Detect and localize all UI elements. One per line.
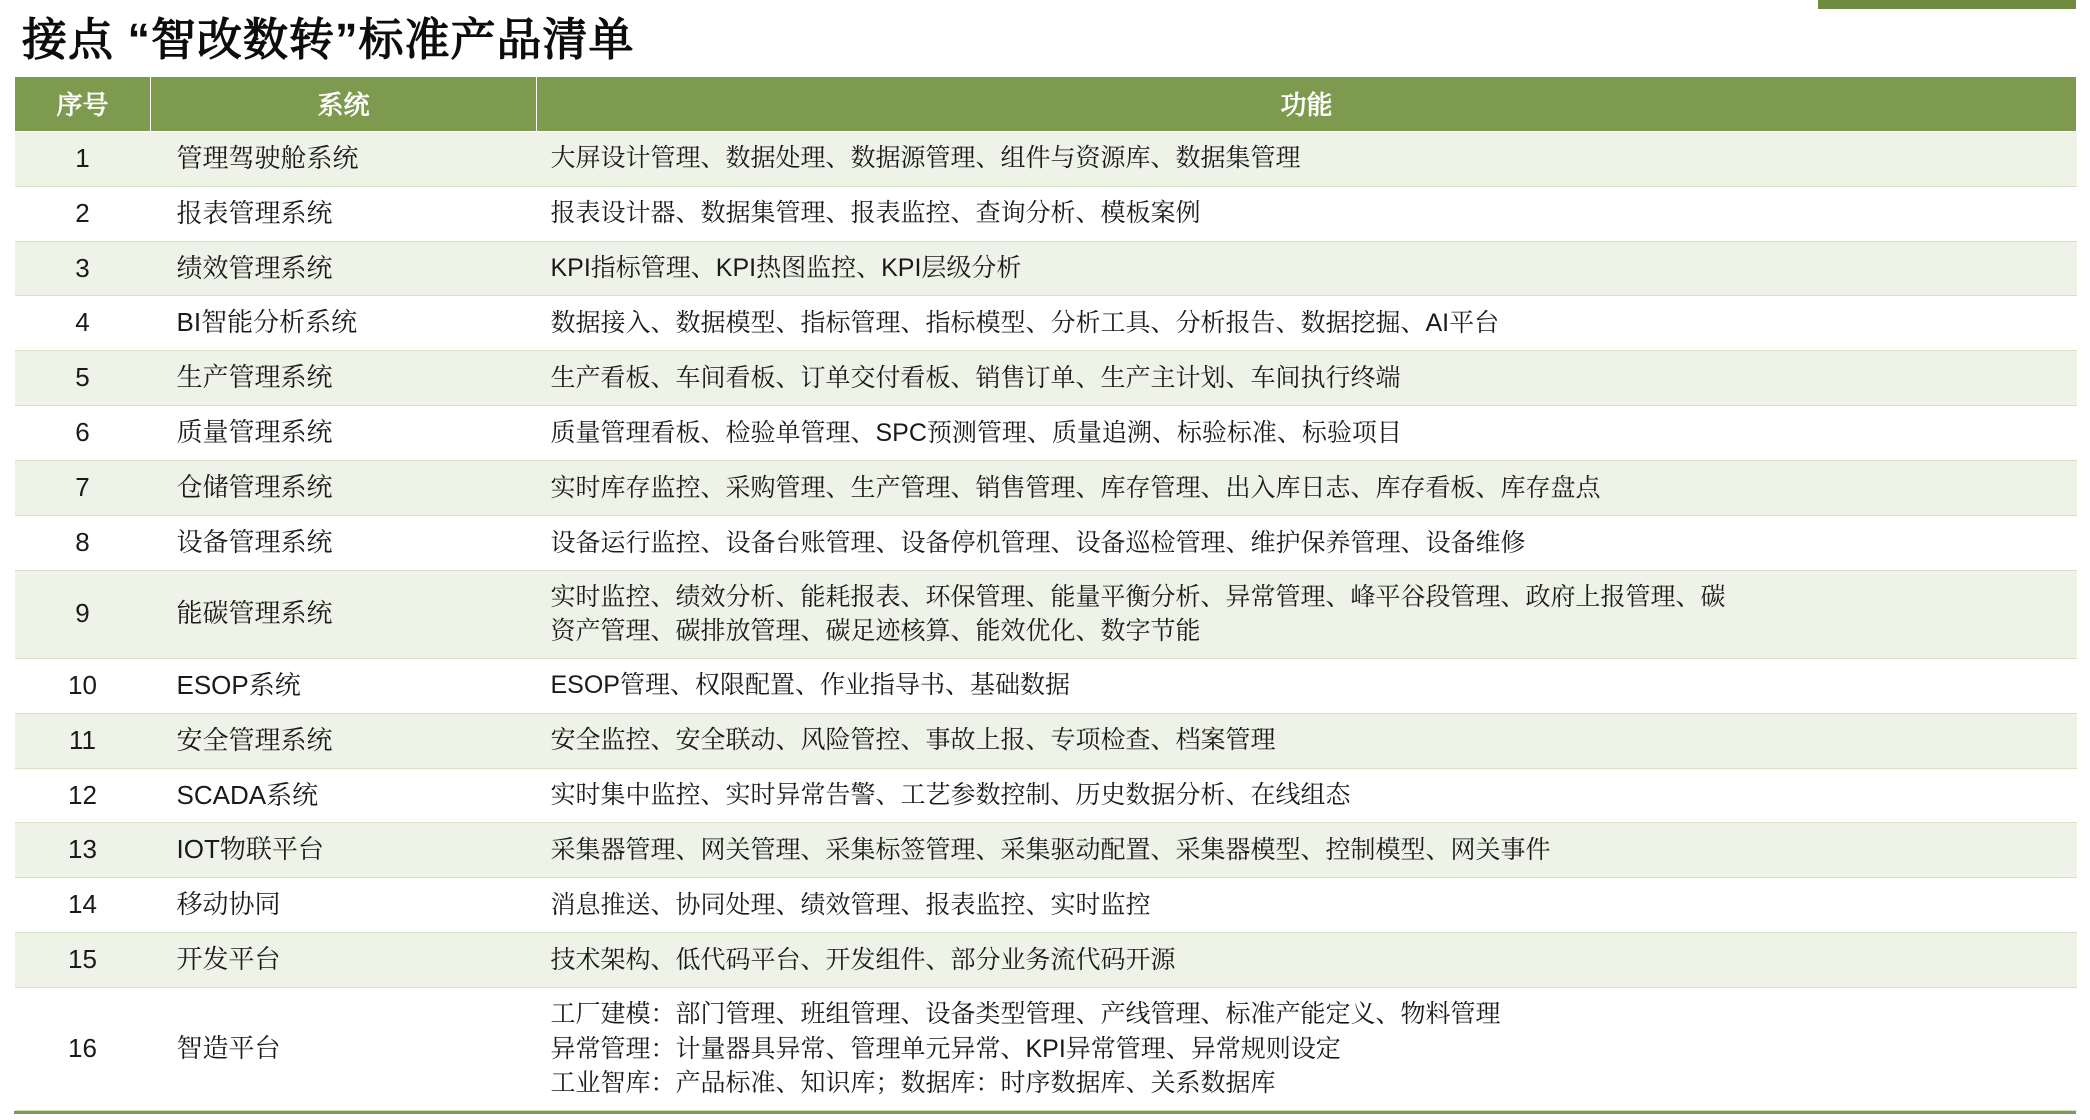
bottom-rule <box>14 1111 2076 1114</box>
row-function-line: 工厂建模：部门管理、班组管理、设备类型管理、产线管理、标准产能定义、物料管理 <box>550 1000 1501 1028</box>
top-accent-bar <box>1818 0 2076 9</box>
row-number: 15 <box>15 933 151 988</box>
row-functions <box>537 241 2077 296</box>
row-function-line: 实时库存监控、采购管理、生产管理、销售管理、库存管理、出入库日志、库存看板、库存盘点 <box>550 473 1601 502</box>
table-header <box>15 76 2077 131</box>
row-number: 6 <box>15 406 151 461</box>
row-system-name: ESOP系统 <box>151 658 537 713</box>
table-row <box>15 351 2077 406</box>
row-functions <box>537 823 2077 878</box>
table-row <box>15 658 2077 713</box>
table-row <box>15 878 2077 933</box>
header-no: 序号 <box>15 76 151 131</box>
row-system-name: 绩效管理系统 <box>151 241 537 296</box>
row-system-name: 仓储管理系统 <box>151 461 537 516</box>
row-function-line: 工业智库：产品标准、知识库；数据库：时序数据库、关系数据库 <box>550 1069 1276 1097</box>
row-number: 16 <box>15 988 151 1111</box>
row-number: 4 <box>15 296 151 351</box>
row-function-line: 消息推送、协同处理、绩效管理、报表监控、实时监控 <box>550 890 1151 919</box>
table-row <box>15 768 2077 823</box>
row-number: 10 <box>15 658 151 713</box>
table-row <box>15 406 2077 461</box>
row-system-name: IOT物联平台 <box>151 823 537 878</box>
row-functions <box>537 658 2077 713</box>
row-system-name: 管理驾驶舱系统 <box>151 131 537 186</box>
table-row <box>15 515 2077 570</box>
row-function-line: 异常管理：计量器具异常、管理单元异常、KPI异常管理、异常规则设定 <box>550 1034 1341 1063</box>
row-functions <box>537 933 2077 988</box>
row-number: 14 <box>15 878 151 933</box>
row-number: 7 <box>15 461 151 516</box>
row-number: 1 <box>15 131 151 186</box>
row-functions <box>537 768 2077 823</box>
row-system-name: SCADA系统 <box>151 768 537 823</box>
row-function-line: 数据接入、数据模型、指标管理、指标模型、分析工具、分析报告、数据挖掘、AI平台 <box>550 309 1500 338</box>
row-function-line: 设备运行监控、设备台账管理、设备停机管理、设备巡检管理、维护保养管理、设备维修 <box>550 528 1526 557</box>
row-functions <box>537 878 2077 933</box>
table-row <box>15 241 2077 296</box>
table-row <box>15 186 2077 241</box>
row-functions <box>537 296 2077 351</box>
table-row <box>15 988 2077 1111</box>
header-system: 系统 <box>151 76 537 131</box>
table-body <box>15 131 2077 1110</box>
row-functions <box>537 988 2077 1111</box>
page-title: 接点 “智改数转”标准产品清单 <box>22 14 635 65</box>
row-functions <box>537 570 2077 658</box>
row-number: 13 <box>15 823 151 878</box>
table-header-row <box>15 76 2077 131</box>
row-number: 12 <box>15 768 151 823</box>
row-function-line: 大屏设计管理、数据处理、数据源管理、组件与资源库、数据集管理 <box>550 144 1301 173</box>
row-system-name: 安全管理系统 <box>151 713 537 768</box>
row-functions <box>537 713 2077 768</box>
row-function-line: 资产管理、碳排放管理、碳足迹核算、能效优化、数字节能 <box>550 617 1201 646</box>
table-row <box>15 933 2077 988</box>
row-functions <box>537 351 2077 406</box>
product-list-table <box>14 76 2077 1111</box>
row-system-name: 智造平台 <box>151 988 537 1111</box>
header-function: 功能 <box>537 76 2077 131</box>
row-function-line: 报表设计器、数据集管理、报表监控、查询分析、模板案例 <box>550 199 1201 228</box>
row-system-name: 移动协同 <box>151 878 537 933</box>
row-function-line: KPI指标管理、KPI热图监控、KPI层级分析 <box>550 254 1022 283</box>
table-row <box>15 823 2077 878</box>
row-number: 5 <box>15 351 151 406</box>
table-row <box>15 296 2077 351</box>
row-system-name: 能碳管理系统 <box>151 570 537 658</box>
row-function-line: 安全监控、安全联动、风险管控、事故上报、专项检查、档案管理 <box>550 726 1276 755</box>
row-system-name: 质量管理系统 <box>151 406 537 461</box>
row-number: 9 <box>15 570 151 658</box>
row-system-name: 设备管理系统 <box>151 515 537 570</box>
row-system-name: BI智能分析系统 <box>151 296 537 351</box>
row-system-name: 开发平台 <box>151 933 537 988</box>
row-function-line: 生产看板、车间看板、订单交付看板、销售订单、生产主计划、车间执行终端 <box>550 363 1401 392</box>
row-number: 8 <box>15 515 151 570</box>
row-function-line: 技术架构、低代码平台、开发组件、部分业务流代码开源 <box>550 945 1176 974</box>
table-row <box>15 713 2077 768</box>
row-number: 11 <box>15 713 151 768</box>
table-row <box>15 461 2077 516</box>
row-system-name: 生产管理系统 <box>151 351 537 406</box>
table-row <box>15 131 2077 186</box>
row-function-line: 实时监控、绩效分析、能耗报表、环保管理、能量平衡分析、异常管理、峰平谷段管理、政府上报管理、碳 <box>550 582 1726 611</box>
row-function-line: ESOP管理、权限配置、作业指导书、基础数据 <box>550 671 1070 700</box>
row-system-name: 报表管理系统 <box>151 186 537 241</box>
row-functions <box>537 461 2077 516</box>
row-function-line: 采集器管理、网关管理、采集标签管理、采集驱动配置、采集器模型、控制模型、网关事件 <box>550 836 1551 865</box>
row-functions <box>537 131 2077 186</box>
row-function-line: 实时集中监控、实时异常告警、工艺参数控制、历史数据分析、在线组态 <box>550 781 1351 810</box>
row-functions <box>537 515 2077 570</box>
row-functions <box>537 186 2077 241</box>
row-number: 3 <box>15 241 151 296</box>
row-functions <box>537 406 2077 461</box>
row-number: 2 <box>15 186 151 241</box>
table-row <box>15 570 2077 658</box>
row-function-line: 质量管理看板、检验单管理、SPC预测管理、质量追溯、标验标准、标验项目 <box>550 418 1402 447</box>
